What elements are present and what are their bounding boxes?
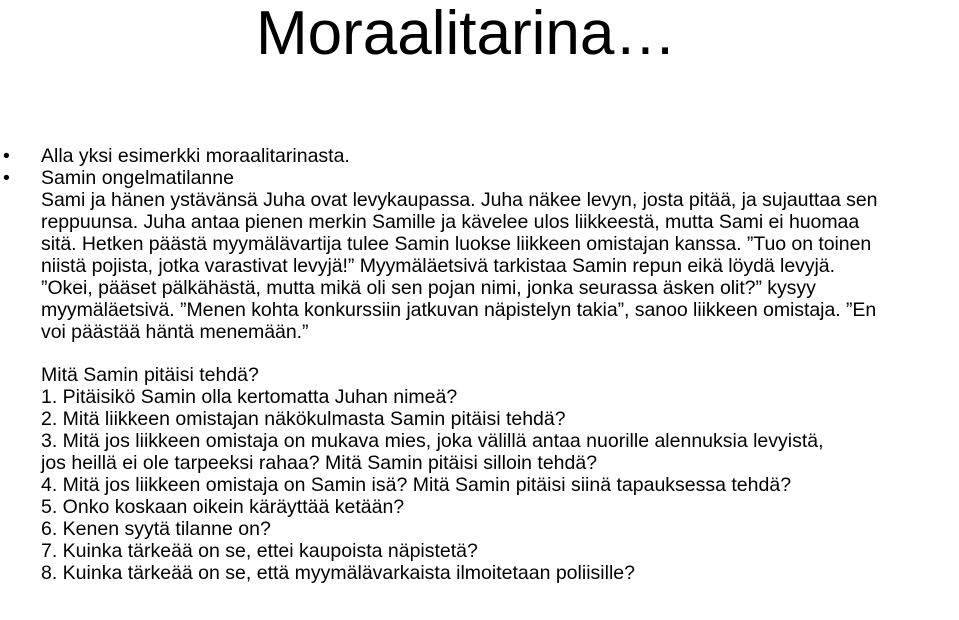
bullet-dot-icon: • — [3, 167, 10, 189]
question-item: 2. Mitä liikkeen omistajan näkökulmasta Samin pitäisi tehdä? — [41, 408, 566, 430]
question-item: 4. Mitä jos liikkeen omistaja on Samin isä? Mitä Samin pitäisi siinä tapauksessa tehdä? — [41, 474, 792, 496]
question-item: 1. Pitäisikö Samin olla kertomatta Juhan nimeä? — [41, 386, 458, 408]
question-item: 3. Mitä jos liikkeen omistaja on mukava mies, joka välillä antaa nuorille alennuksia levyistä, jos heillä ei ole tarpeeksi rahaa? Mitä Samin pitäisi silloin tehdä? — [41, 430, 824, 474]
question-item: 8. Kuinka tärkeää on se, että myymälävarkaista ilmoitetaan poliisille? — [41, 562, 635, 584]
question-item: 7. Kuinka tärkeää on se, ettei kaupoista näpistetä? — [41, 540, 478, 562]
bullet-text: Alla yksi esimerkki moraalitarinasta. — [41, 145, 350, 167]
bullet-item — [0, 145, 959, 167]
bullet-dot-icon: • — [3, 145, 10, 167]
bullet-item — [0, 167, 959, 189]
slide-title: Moraalitarina… — [256, 0, 677, 68]
story-paragraph: Sami ja hänen ystävänsä Juha ovat levykaupassa. Juha näkee levyn, josta pitää, ja sujauttaa sen reppuunsa. Juha antaa pienen merkin Samille ja kävelee ulos liikkeestä, mutta Sami ei huomaa sitä. Hetken päästä myymälävartija tulee Samin luokse liikkeen omistajan kanssa. ”Tuo on toinen niistä pojista, jotka varastivat levyjä!” Myymäläetsivä tarkistaa Samin repun eikä löydä levyjä. ”Okei, pääset pälkähästä, mutta mikä oli sen pojan nimi, jonka seurassa äsken olit?” kysyy myymäläetsivä. ”Menen kohta konkurssiin jatkuvan näpistelyn takia”, sanoo liikkeen omistaja. ”En voi päästää häntä menemään.” — [41, 189, 878, 343]
bullet-text: Samin ongelmatilanne — [41, 167, 234, 189]
question-item: 5. Onko koskaan oikein käräyttää ketään? — [41, 496, 405, 518]
spacer — [0, 343, 959, 364]
slide-content — [0, 145, 959, 584]
question-item: 6. Kenen syytä tilanne on? — [41, 518, 271, 540]
question-heading: Mitä Samin pitäisi tehdä? — [41, 364, 259, 386]
question-list — [0, 386, 959, 584]
